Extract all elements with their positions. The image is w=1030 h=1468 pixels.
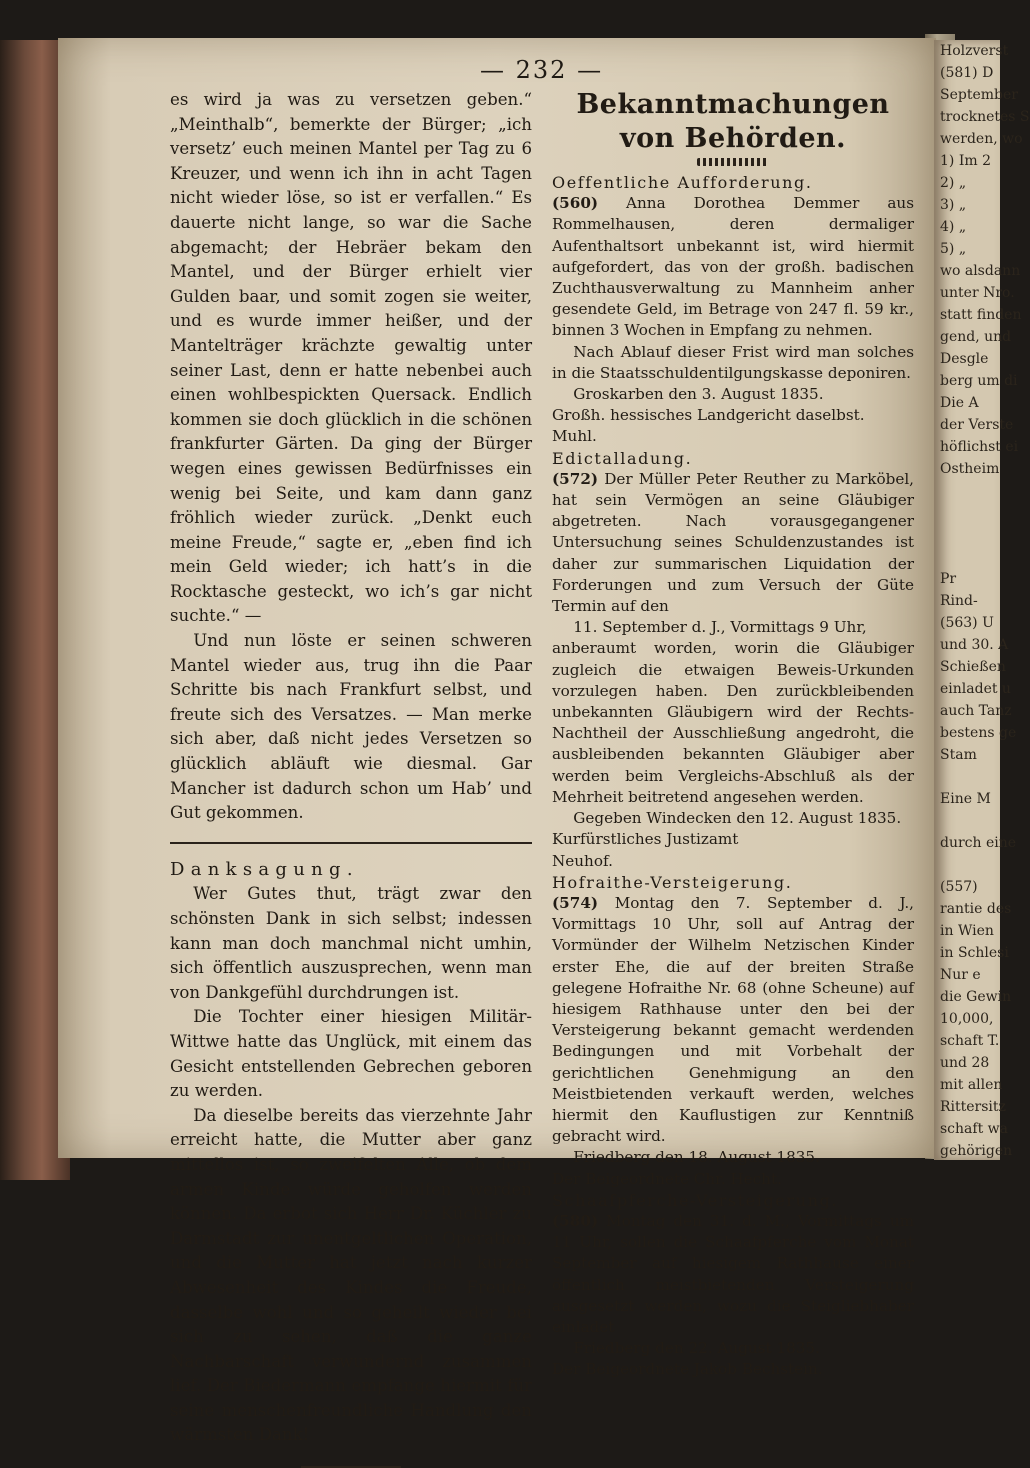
notice-authority: Großh. hessisches Landgericht daselbst. [552, 406, 865, 425]
notice-heading: Schaafpferche-Versteigerung. [552, 1190, 839, 1210]
next-page-line: gend, und [940, 329, 1012, 345]
next-page-line: gehörigen [940, 1143, 1013, 1159]
next-page-line: berg um di [940, 373, 1018, 389]
next-page-line: unter Nro. [940, 285, 1015, 301]
next-page-line [934, 524, 1000, 546]
next-page-line: 1) Im 2 [940, 153, 991, 169]
danksagung-heading: Danksagung. [170, 858, 359, 880]
next-page-line: einladet u [940, 681, 1011, 697]
left-column [170, 88, 532, 1468]
next-page-line: und 30. A [940, 637, 1009, 653]
next-page-line: Nur e [940, 967, 981, 983]
next-page-line: rantie des [940, 901, 1012, 917]
danksagung-paragraph: Wer Gutes thut, trägt zwar den schönsten Dank in sich selbst; indessen kann man doch manchmal nicht umhin, sich öffentlich auszusprechen, wenn man von Dankgefühl durchdrungen ist. [170, 884, 532, 1002]
next-page-line: 4) „ [940, 219, 967, 235]
next-page-line: und 28 [940, 1055, 990, 1071]
next-page-line: der Verste [940, 417, 1014, 433]
next-page-line: in Wien [940, 923, 994, 939]
notice-text: Nach Ablauf dieser Frist wird man solches in die Staatsschuldentilgungskasse deponiren. [552, 342, 914, 382]
story-paragraph: Und nun löste er seinen schweren Mantel wieder aus, trug ihn die Paar Schritte bis nach Frankfurt selbst, und freute sich des Versatzes. — Man merke sich aber, daß nicht jedes Versetzen so glücklich abläuft wie diesmal. Gar Mancher ist dadurch schon um Hab’ und Gut gekommen. [170, 631, 532, 823]
next-page-line: 3) „ [940, 197, 967, 213]
next-page-line: (581) D [940, 65, 994, 81]
next-page-line: Holzverst [940, 43, 1009, 59]
notice-place-date: Groskarben den 3. August 1835. [573, 385, 824, 404]
notice-place-date: Friedberg den 18. August 1835. [573, 1148, 820, 1167]
next-page-line: bestens ge [940, 725, 1017, 741]
next-page-line [934, 480, 1000, 502]
next-page-line: Schießen [940, 659, 1006, 675]
notice-number: (572) [552, 469, 599, 488]
next-page-line: trocknetes S [940, 109, 1030, 125]
divider-rule [170, 842, 532, 844]
danksagung-paragraph: Da dieselbe bereits das vierzehnte Jahr erreicht hatte, die Mutter aber ganz mittellos ist, so zweifelten Alle, ob dem armen Kinde würde geholfen werden können. Da erbot sich Herr Dr. Küchler zu Darmstadt zur unentgeltlichen Operation, und die Mutter hat jetzt nach kurzer Abwesenheit des Kindes die Freude, dasselbe wohl und so geheilt wieder bei sich zu sehen, daß die ganze Nachbarschaft verwundernd zusammen lief. Der Biedermann empfange hiermit für seine menschenfreundliche Handlung den wärmsten Dank! [170, 1105, 532, 1445]
next-page-line: höflichst ei [940, 439, 1019, 455]
notice-signature: Der Beigeordnete Chr. Hecht. [552, 1169, 782, 1188]
section-title: Bekanntmachungen von Behörden. [576, 89, 890, 154]
next-page-line [934, 502, 1000, 524]
notice-signature: Der Beigeordnete Jakob Bechstein. [552, 1360, 823, 1379]
next-page-line [934, 810, 1000, 832]
next-page-line: wo alsdann [940, 263, 1021, 279]
next-page-line: werden, wo [940, 131, 1023, 147]
notice-text: anberaumt worden, worin die Gläubiger zugleich die etwaigen Beweis-Urkunden vorzulegen haben. Den zurückbleibenden unbekannten Gläubigern wird der Rechts-Nachtheil der Ausschließung angedroht, die ausbleibenden bekannten Gläubiger aber werden beim Vergleichs-Abschluß als der Mehrheit beitretend angesehen werden. [552, 639, 914, 806]
story-paragraph: es wird ja was zu versetzen geben.“ „Meinthalb“, bemerkte der Bürger; „ich versetz’ euch meinen Mantel per Tag zu 6 Kreuzer, und wenn ich ihn in acht Tagen nicht wieder löse, so ist er verfallen.“ Es dauerte nicht lange, so war die Sache abgemacht; der Hebräer bekam den Mantel, und der Bürger erhielt vier Gulden baar, und somit zogen sie weiter, und es wurde immer heißer, und der Mantelträger krächzte gewaltig unter seiner Last, denn er hatte nebenbei auch einen wohlbespickten Quersack. Endlich kommen sie doch glücklich in die schönen frankfurter Gärten. Da ging der Bürger wegen eines gewissen Bedürfnisses ein wenig bei Seite, und kam dann ganz fröhlich wieder zurück. „Denkt euch meine Freude,“ sagte er, „eben find ich mein Geld wieder; ich hatt’s in die Rocktasche gesteckt, wo ich’s gar nicht suchte.“ — [170, 90, 532, 626]
notice-number: (580) [552, 1211, 599, 1230]
notice-signature: Muhl. [552, 427, 597, 446]
next-page-line: Eine M [940, 791, 991, 807]
next-page-line [934, 854, 1000, 876]
notice-signature: Neuhof. [552, 851, 613, 870]
next-page-line: Stam [940, 747, 977, 763]
next-page-line [934, 546, 1000, 568]
notice-text: Montag den 31. d. M., Vormittags um 11 Uhr, sollen die Schaafpferche vom Monat September auf hiesigem Rathhause einer öffentlich meistbietenden Versteigerung ausgesetzt werden, wozu die Steigliebhaber einladet [552, 1211, 914, 1336]
notice-heading: Oeffentliche Aufforderung. [552, 173, 813, 192]
next-page-line: in Schlesi [940, 945, 1009, 961]
right-column [552, 88, 914, 1381]
notice-text: Anna Dorothea Demmer aus Rommelhausen, deren dermaliger Aufenthaltsort unbekannt ist, wird hiermit aufgefordert, das von der großh. badischen Zuchthausverwaltung zu Mannheim anher gesendete Geld, im Betrage von 247 fl. 59 kr., binnen 3 Wochen in Empfang zu nehmen. [552, 194, 914, 340]
next-page-line: statt finden [940, 307, 1022, 323]
notice-heading: Edictalladung. [552, 448, 693, 468]
notice-place-date: Friedberg den 22. August 1835. [573, 1339, 820, 1358]
notice-heading: Hofraithe-Versteigerung. [552, 872, 793, 892]
next-page-line [934, 766, 1000, 788]
next-page-line: Ostheim [940, 461, 1000, 477]
next-page-line: auch Tanz [940, 703, 1012, 719]
notice-text: Der Müller Peter Reuther zu Marköbel, hat sein Vermögen an seine Gläubiger abgetreten. Nach vorausgegangener Untersuchung seines Schuldenzustandes ist daher zur summarischen Liquidation der Forderungen und zum Versuch der Güte Termin auf den [552, 469, 915, 616]
next-page-line: Pr [940, 571, 957, 587]
next-page-line: Die A [940, 395, 979, 411]
next-page-line: (563) U [940, 615, 994, 631]
next-page-line: Desgle [940, 351, 989, 367]
next-page-line: Rittersitz [940, 1099, 1006, 1115]
next-page-line: die Gewin [940, 989, 1012, 1005]
next-page-line: durch eine [940, 835, 1017, 851]
notice-number: (574) [552, 893, 599, 912]
next-page-line: September [940, 87, 1018, 103]
notice-authority: Kurfürstliches Justizamt [552, 830, 739, 849]
notice-date: 11. September d. J., Vormittags 9 Uhr, [573, 618, 867, 637]
notice-number: (560) [552, 194, 599, 213]
notice-text: Montag den 7. September d. J., Vormittags 10 Uhr, soll auf Antrag der Vormünder der Wilhelm Netzischen Kinder erster Ehe, die auf der breiten Straße gelegene Hofraithe Nr. 68 (ohne Scheune) auf hiesigem Rathhause unter den bei der Versteigerung bekannt gemacht werdenden Bedingungen und mit Vorbehalt der gerichtlichen Genehmigung an den Meistbietenden verkauft werden, welches hiermit den Kauflustigen zur Kenntniß gebracht wird. [552, 893, 915, 1146]
next-page-line: 2) „ [940, 175, 967, 191]
next-page-line: (557) [940, 879, 978, 895]
next-page-line: schaft wa [940, 1121, 1008, 1137]
next-page-line: 5) „ [940, 241, 967, 257]
next-page-fragment [934, 40, 1030, 1160]
page-number: — 232 — [480, 56, 604, 84]
next-page-line: 10,000, [940, 1011, 994, 1027]
ornament-divider [697, 158, 769, 166]
notice-place-date: Gegeben Windecken den 12. August 1835. [573, 809, 902, 828]
next-page-line: Rind- [940, 593, 978, 609]
danksagung-paragraph: Die Tochter einer hiesigen Militär-Wittwe hatte das Unglück, mit einem das Gesicht entstellenden Gebrechen geboren zu werden. [170, 1007, 532, 1101]
next-page-line: mit allen [940, 1077, 1003, 1093]
next-page-line: schaft T. [940, 1033, 1000, 1049]
